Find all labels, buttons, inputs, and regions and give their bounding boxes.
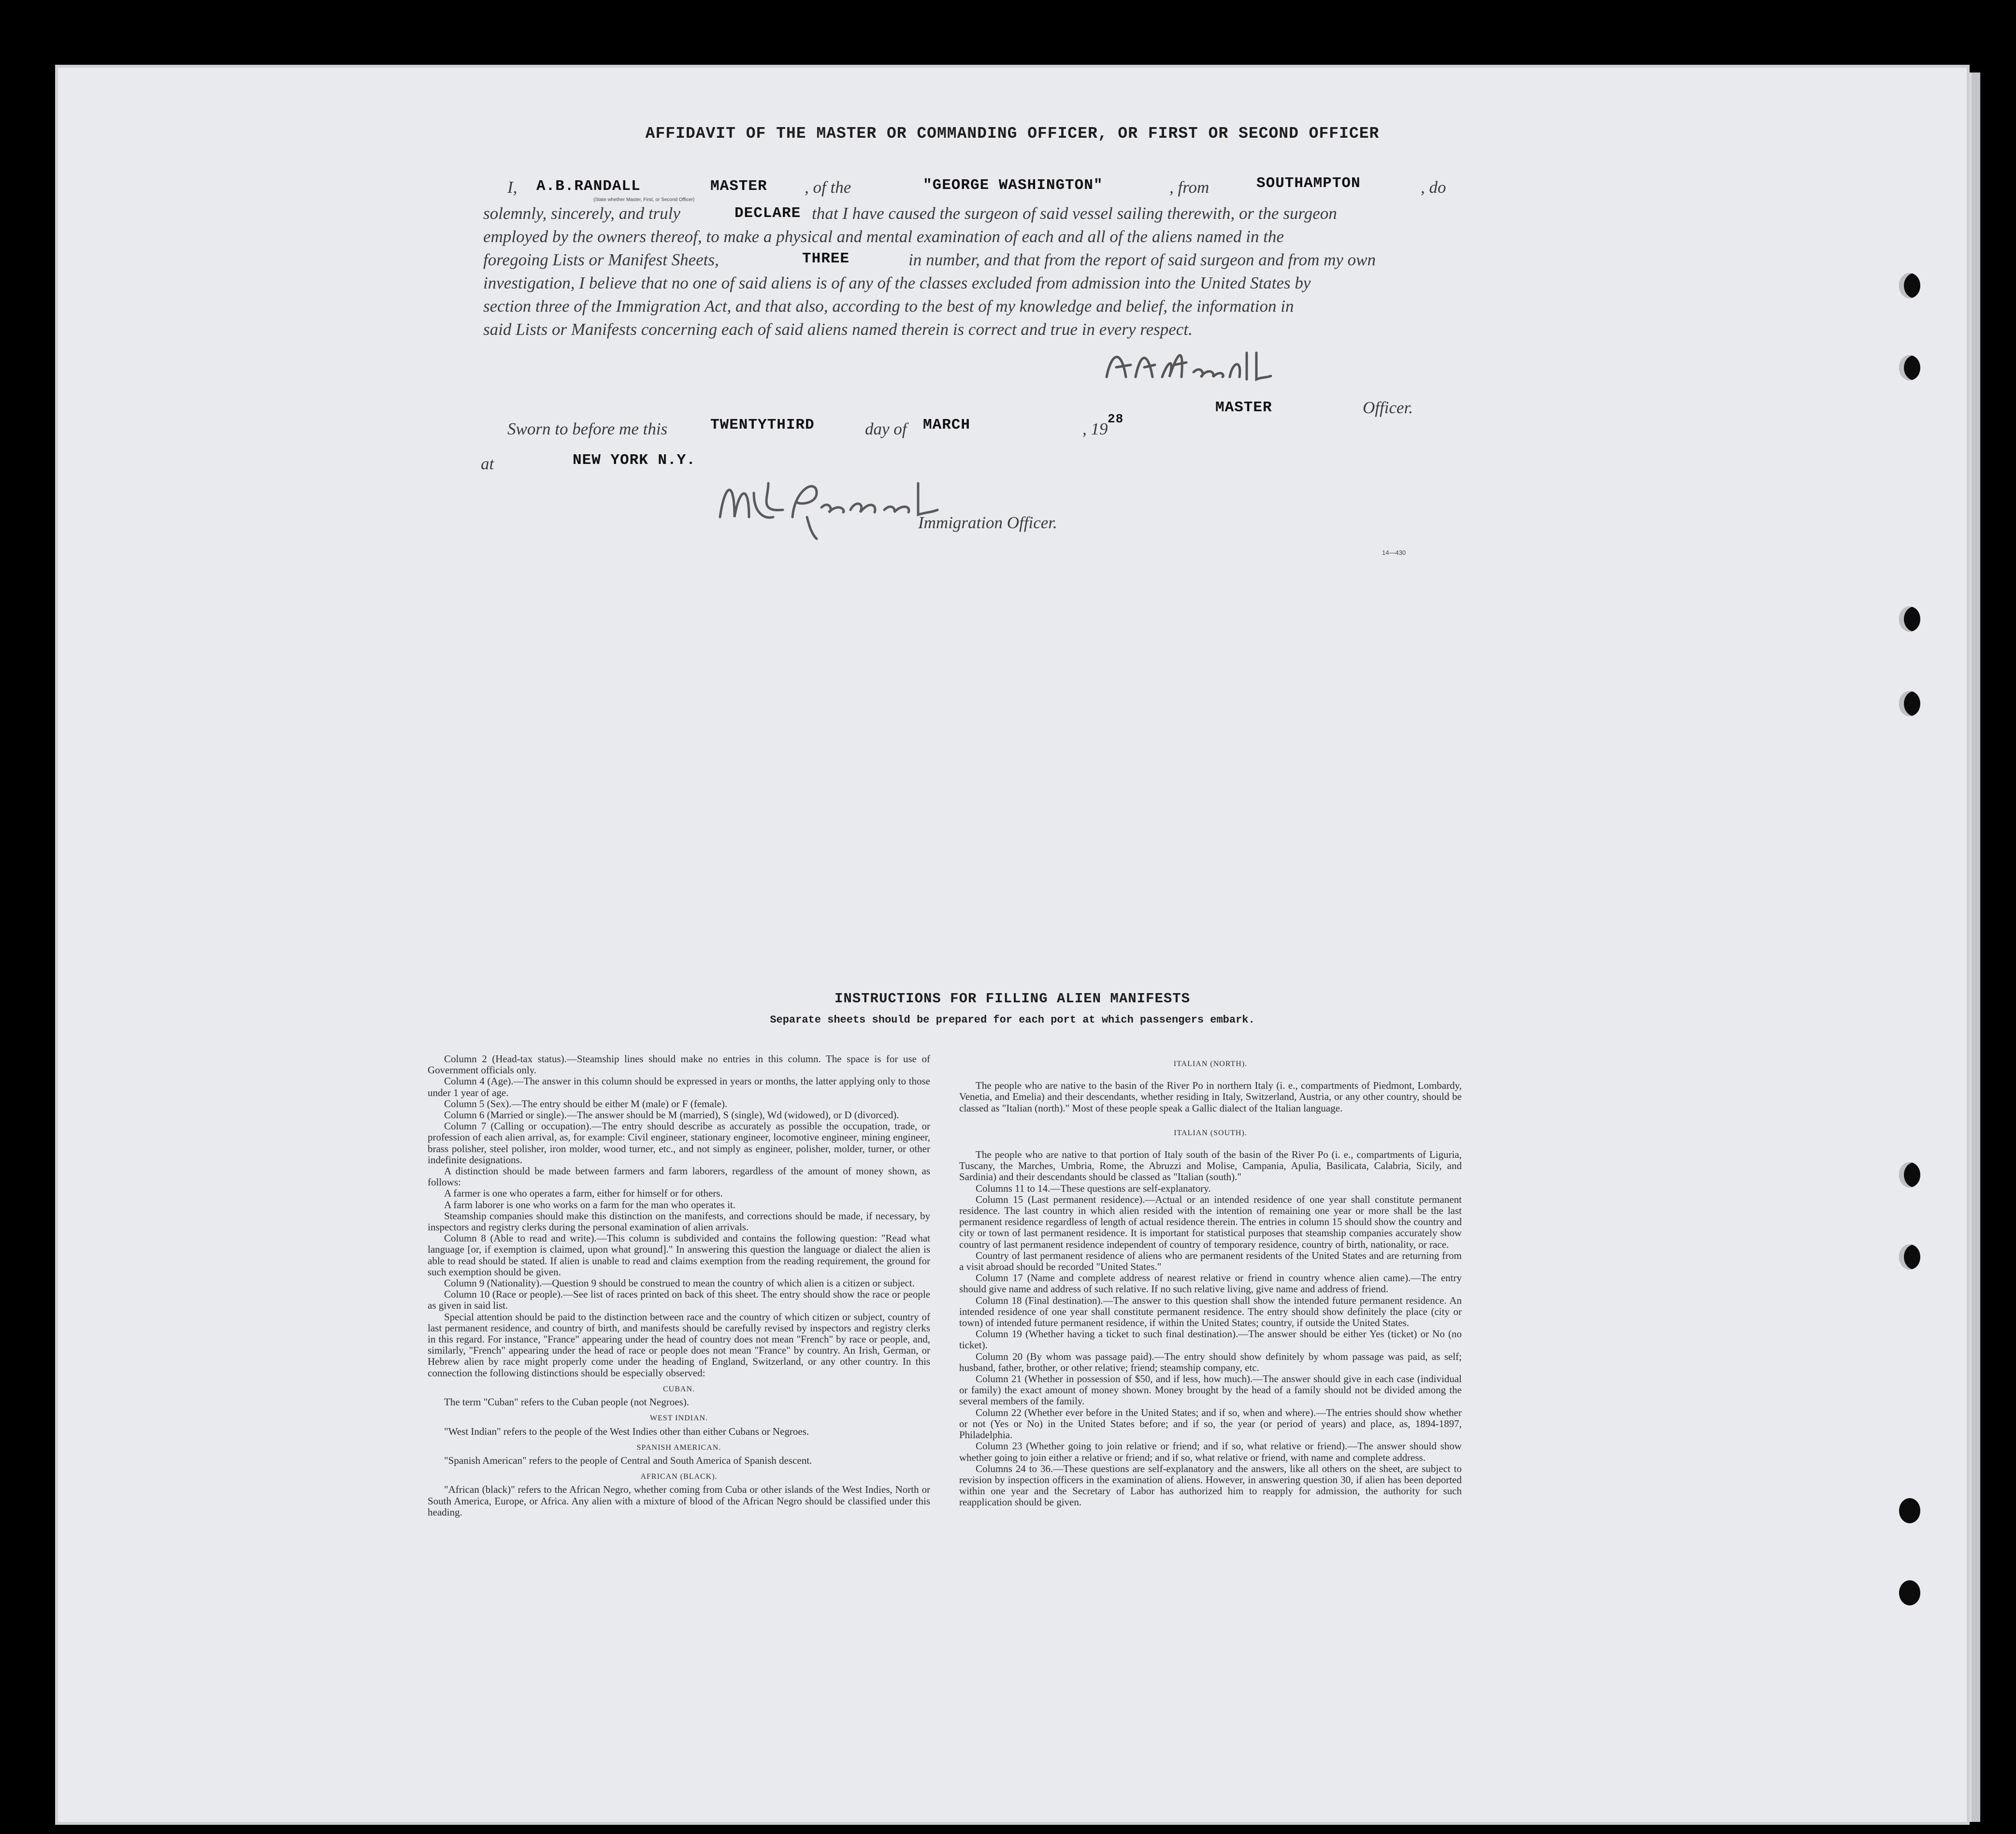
i-label: I, [507, 178, 518, 197]
left-paragraph: Column 8 (Able to read and write).—This column is subdivided and contains the following question: "Read what language [or, if exemption is claimed, upon what ground]." In answering this question the language or dialect the alien is able to read should be stated. If alien is unable to read and claims exemption from the reading requirement, the ground for such exemption should be given. [428, 1232, 930, 1278]
left-paragraph: Column 7 (Calling or occupation).—The entry should describe as accurately as possible the occupation, trade, or profession of each alien arrival, as, for example: Civil engineer, stationary engineer, locomotive engineer, mining engineer, brass polisher, steel polisher, iron molder, wood turner, etc., and not simply as engineer, polisher, molder, turner, or other indefinite designations. [428, 1120, 930, 1166]
left-paragraph: Special attention should be paid to the distinction between race and the country of which citizen or subject, country of last permanent residence, and country of birth, and manifests should be carefully revised by inspectors and registry clerks in this regard. For instance, "France" appearing under the head of country does not mean "French" by race or people, and, similarly, "French" appearing under the head of race or people does not mean "France" by country. An Irish, German, or Hebrew alien by race might properly come under the heading of England, Switzerland, or any other country. In this connection the following distinctions should be especially observed: [428, 1311, 930, 1379]
right-paragraph: Column 23 (Whether going to join relative or friend; and if so, what relative or friend).—The answer should show whether going to join either a relative or friend; and if so, what relative or friend, with name and complete address. [959, 1440, 1462, 1463]
declare: DECLARE [734, 205, 801, 222]
left-paragraph: A distinction should be made between farmers and farm laborers, regardless of the amount of money shown, as follows: [428, 1165, 930, 1188]
officer-label: Officer. [1363, 398, 1413, 417]
from-label: , from [1169, 178, 1210, 197]
master-name: A.B.RANDALL [536, 178, 641, 195]
line6: section three of the Immigration Act, and that also, according to the best of my knowledge and belief, the information in [483, 297, 1294, 316]
right-paragraph: Column 21 (Whether in possession of $50, and if less, how much).—The answer should give in each case (individual or family) the exact amount of money shown. Money brought by the head of a family should not be divided among the several members of the family. [959, 1373, 1462, 1407]
sworn-month: MARCH [923, 417, 971, 433]
right-paragraph: Column 22 (Whether ever before in the United States; and if so, when and where).—The entries should show whether or not (Yes or No) in the United States before; and if so, the year (or period of years) and place, as, 1894-1897, Philadelphia. [959, 1406, 1462, 1441]
line5: investigation, I believe that no one of said aliens is of any of the classes excluded from admission into the United States by [483, 274, 1311, 292]
left-paragraph: Steamship companies should make this distinction on the manifests, and corrections should be made, if necessary, by inspectors and registry clerks during the personal examination of alien arrivals. [428, 1210, 930, 1233]
line2a: solemnly, sincerely, and truly [483, 204, 680, 223]
year-suffix: 28 [1108, 412, 1124, 426]
italian-north-text: The people who are native to the basin of the River Po in northern Italy (i. e., compartments of Piedmont, Lombardy, Venetia, and Emelia) and their descendants, whether residing in Italy, Switzerland, Austria, or any other country, should be classed as "Italian (north)." Most of these people speak a Gallic dialect of the Italian language. [959, 1080, 1462, 1114]
master-rank: MASTER [710, 178, 767, 195]
binder-hole [1899, 355, 1920, 380]
right-paragraph: Columns 11 to 14.—These questions are self-explanatory. [976, 1182, 1211, 1194]
right-paragraph: Column 15 (Last permanent residence).—Actual or an intended residence of one year shall constitute permanent residence. The last country in which alien resided with the intention of remaining one year or more shall be the last permanent residence regardless of length of actual residence therein. The entries in column 15 should show the country and city or town of last permanent residence. It is important for statistical purposes that steamship companies accurately show country of last permanent residence independent of country of temporary residence, country of birth, nationality, or race. [959, 1193, 1462, 1250]
left-paragraph: Column 5 (Sex).—The entry should be either M (male) or F (female). [444, 1098, 728, 1110]
african-text: "African (black)" refers to the African Negro, whether coming from Cuba or other islands of the West Indies, North or South America, Europe, or Africa. Any alien with a mixture of blood of the African Negro should be classified under this heading. [428, 1484, 930, 1518]
binder-hole [1899, 691, 1920, 716]
italian-south-heading: ITALIAN (SOUTH). [1174, 1128, 1247, 1137]
left-paragraph: A farm laborer is one who works on a farm for the man who operates it. [444, 1199, 735, 1211]
sworn-day: TWENTYTHIRD [710, 417, 815, 433]
affidavit-title: AFFIDAVIT OF THE MASTER OR COMMANDING OFFICER, OR FIRST OR SECOND OFFICER [645, 125, 1380, 143]
right-paragraph: Column 18 (Final destination).—The answer to this question shall show the intended future permanent residence. An intended residence of one year shall constitute permanent residence. The entry should show definitely the place (city or town) of intended future permanent residence, if within the United States; country, if outside the United States. [959, 1294, 1462, 1329]
west-indian-text: "West Indian" refers to the people of the West Indies other than either Cubans or Negroes. [444, 1425, 809, 1437]
cuban-heading: CUBAN. [662, 1385, 695, 1393]
left-paragraph: Column 4 (Age).—The answer in this column should be expressed in years or months, the latter applying only to those under 1 year of age. [428, 1075, 930, 1098]
officer-rank: MASTER [1215, 399, 1272, 416]
left-paragraph: A farmer is one who operates a farm, either for himself or for others. [444, 1187, 723, 1199]
cuban-text: The term "Cuban" refers to the Cuban people (not Negroes). [444, 1396, 689, 1408]
binder-hole [1899, 607, 1920, 632]
binder-hole [1899, 273, 1920, 298]
binder-hole [1899, 1580, 1920, 1605]
rank-note: (State whether Master, First, or Second Officer) [593, 197, 695, 202]
immigration-officer-label: Immigration Officer. [918, 513, 1057, 532]
manifest-sheet [58, 68, 1967, 1822]
west-indian-heading: WEST INDIAN. [649, 1414, 708, 1423]
form-number: 14—430 [1382, 549, 1406, 556]
line7: said Lists or Manifests concerning each of said aliens named therein is correct and true in every respect. [483, 320, 1193, 339]
spanish-american-text: "Spanish American" refers to the people of Central and South America of Spanish descent. [444, 1454, 812, 1466]
day-of-label: day of [865, 419, 907, 438]
binder-hole [1899, 1244, 1920, 1270]
line4a: foregoing Lists or Manifest Sheets, [483, 250, 719, 269]
instructions-left-column [428, 1054, 930, 1518]
departure-port: SOUTHAMPTON [1256, 175, 1361, 192]
right-paragraph: Columns 24 to 36.—These questions are self-explanatory and the answers, like all others on the sheet, are subject to revision by inspection officers in the examination of aliens. However, in answering question 30, if alien has been deported within one year and the Secretary of Labor has authorized him to reapply for admission, the authority for such reapplication should be given. [959, 1462, 1462, 1508]
at-label: at [481, 454, 494, 473]
page-edge-2 [1972, 72, 1980, 1822]
left-paragraph: Column 2 (Head-tax status).—Steamship lines should make no entries in this column. The space is for use of Government officials only. [428, 1053, 930, 1076]
italian-north-heading: ITALIAN (NORTH). [1173, 1060, 1248, 1068]
sworn-label: Sworn to before me this [507, 419, 668, 438]
left-paragraph: Column 6 (Married or single).—The answer should be M (married), S (single), Wd (widowed), or D (divorced). [444, 1109, 899, 1121]
left-paragraph: Column 10 (Race or people).—See list of races printed on back of this sheet. The entry should show the race or people as given in said list. [428, 1288, 930, 1312]
line2b: that I have caused the surgeon of said vessel sailing therewith, or the surgeon [812, 204, 1337, 223]
right-paragraph: Column 20 (By whom was passage paid).—The entry should show definitely by whom passage was paid, as self; husband, father, brother, or other relative; friend; steamship company, etc. [959, 1350, 1462, 1373]
binder-hole [1899, 1498, 1920, 1523]
year-prefix: , 19 [1082, 419, 1108, 438]
right-paragraph: Country of last permanent residence of aliens who are permanent residents of the United States and are returning from a visit abroad should be recorded "United States." [959, 1249, 1462, 1273]
do-label: , do [1421, 178, 1446, 197]
instructions-right-column [959, 1054, 1462, 1508]
sheets-count: THREE [802, 250, 850, 267]
spanish-american-heading: SPANISH AMERICAN. [636, 1443, 721, 1452]
instructions-subtitle: Separate sheets should be prepared for each port at which passengers embark. [770, 1014, 1255, 1026]
sworn-place: NEW YORK N.Y. [573, 452, 696, 469]
master-signature [1102, 338, 1305, 391]
right-paragraph: Column 19 (Whether having a ticket to such final destination).—The answer should be either Yes (ticket) or No (no ticket). [959, 1328, 1462, 1351]
instructions-title: INSTRUCTIONS FOR FILLING ALIEN MANIFESTS [834, 991, 1191, 1007]
italian-south-text: The people who are native to that portion of Italy south of the basin of the River Po (i. e., compartments of Liguria, Tuscany, the Marches, Umbria, Rome, the Abruzzi and Molise, Campania, Apulia, Basilicata, Calabria, Sicily, and Sardinia) and their descendants should be classed as "Italian (south)." [959, 1149, 1462, 1183]
of-the-label: , of the [805, 178, 851, 197]
line4b: in number, and that from the report of said surgeon and from my own [908, 250, 1376, 269]
left-paragraph: Column 9 (Nationality).—Question 9 should be construed to mean the country of which alien is a citizen or subject. [444, 1277, 915, 1289]
right-paragraph: Column 17 (Name and complete address of nearest relative or friend in country whence alien came).—The entry should give name and address of such relative. If no such relative living, give name and address of friend. [959, 1272, 1462, 1295]
line3: employed by the owners thereof, to make a physical and mental examination of each and all of the aliens named in the [483, 227, 1284, 246]
binder-hole [1899, 1162, 1920, 1187]
african-heading: AFRICAN (BLACK). [640, 1473, 718, 1481]
vessel-name: "GEORGE WASHINGTON" [923, 177, 1103, 194]
